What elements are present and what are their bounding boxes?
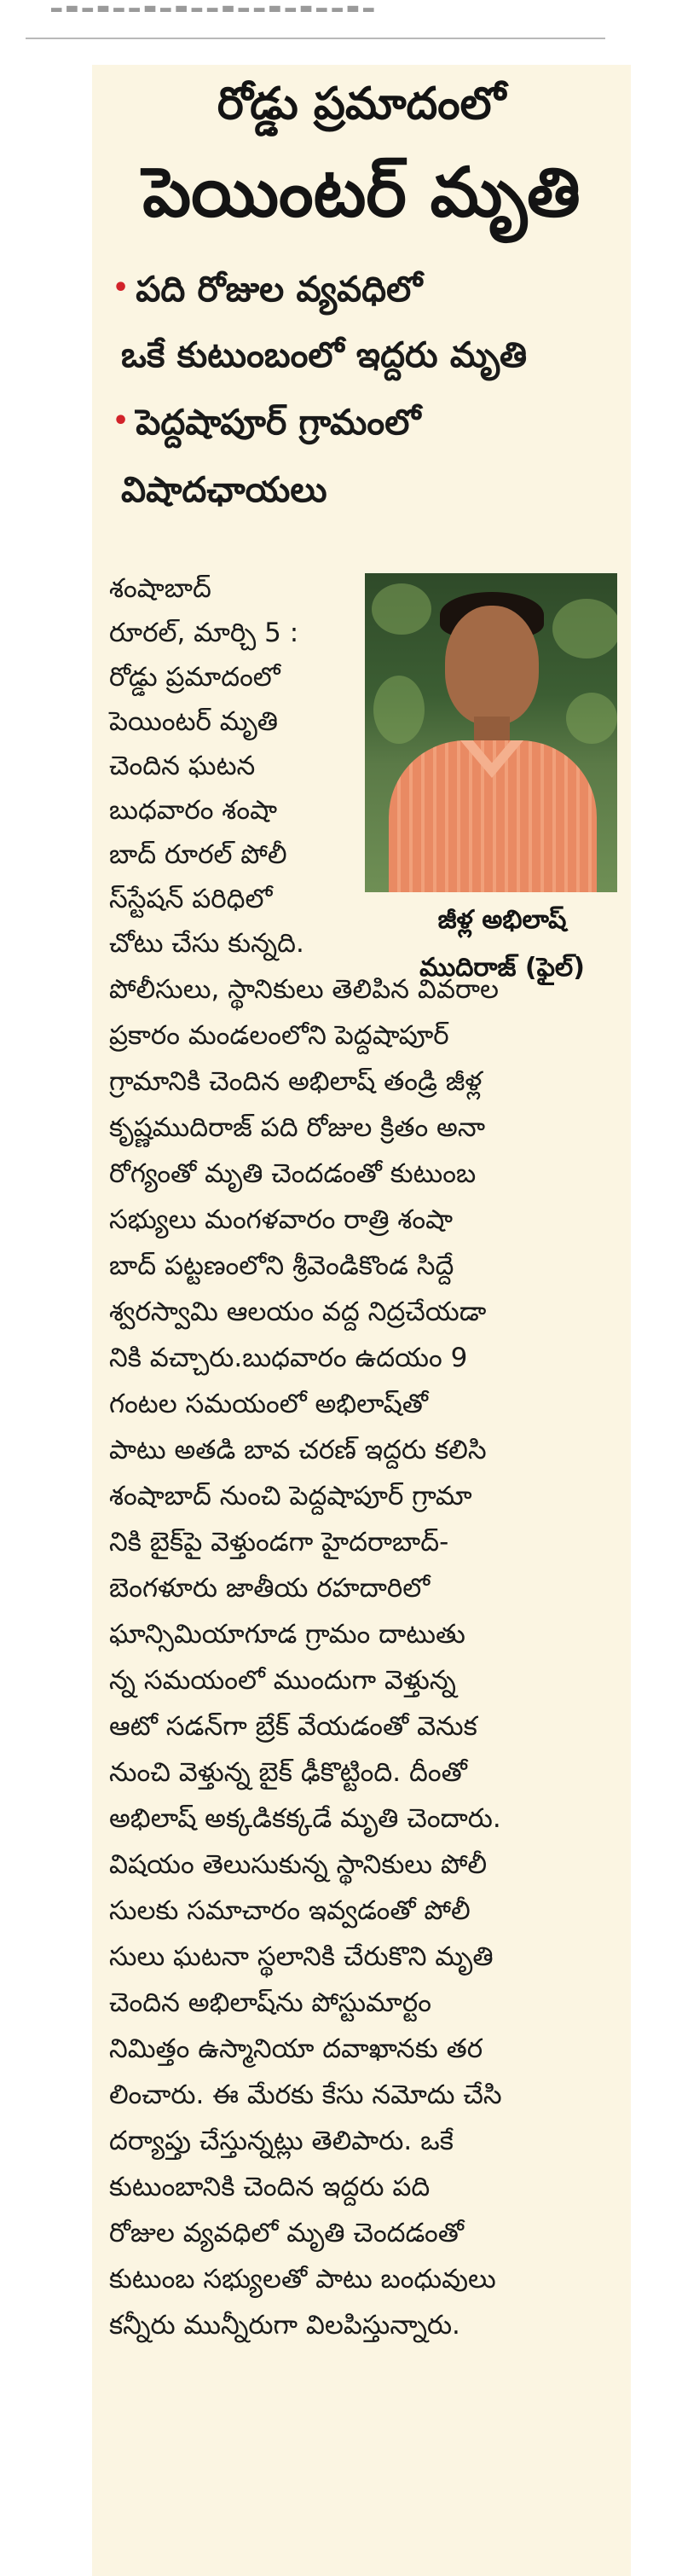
body-line-3: రోడ్డు ప్రమాదంలో: [109, 662, 280, 693]
body-line-30: సులకు సమాచారం ఇవ్వడంతో పోలీ: [109, 1895, 471, 1926]
body-line-32: చెందిన అభిలాష్‌ను పోస్టుమార్టం: [109, 1987, 432, 2018]
body-line-8: స్‌స్టేషన్ పరిధిలో: [109, 884, 273, 914]
body-line-26: ఆటో సడన్‌గా బ్రేక్ వేయడంతో వెనుక: [109, 1711, 477, 1742]
body-line-7: బాద్ రూరల్ పోలీ: [109, 839, 287, 870]
body-line-24: ఘాన్సిమియాగూడ గ్రామం దాటుతు: [109, 1619, 465, 1650]
body-line-38: కుటుంబ సభ్యులతో పాటు బంధువులు: [109, 2264, 496, 2295]
body-line-2: రూరల్, మార్చి 5 :: [109, 618, 299, 648]
body-line-6: బుధవారం శంషా: [109, 795, 278, 826]
body-line-18: నికి వచ్చారు.బుధవారం ఉదయం 9: [109, 1343, 468, 1373]
body-line-10: పోలీసులు, స్థానికులు తెలిపిన వివరాల: [109, 974, 500, 1005]
body-line-31: సులు ఘటనా స్థలానికి చేరుకొని మృతి: [109, 1941, 494, 1972]
headline-line-2: పెయింటర్ మృతి: [142, 153, 581, 232]
body-line-35: దర్యాప్తు చేస్తున్నట్లు తెలిపారు. ఒకే: [109, 2126, 454, 2156]
subhead-1-line-2: ఒకే కుటుంబంలో ఇద్దరు మృతి: [121, 334, 528, 375]
body-line-19: గంటల సమయంలో అభిలాష్‌తో: [109, 1389, 429, 1419]
body-line-4: పెయింటర్ మృతి: [109, 706, 279, 737]
body-line-21: శంషాబాద్ నుంచి పెద్దషాపూర్ గ్రామా: [109, 1481, 472, 1511]
body-line-15: సభ్యులు మంగళవారం రాత్రి శంషా: [109, 1204, 454, 1235]
subhead-bullet-1: [113, 261, 624, 316]
subhead-1-line-1: పది రోజుల వ్యవధిలో: [136, 269, 423, 310]
body-line-17: శ్వరస్వామి ఆలయం వద్ద నిద్రచేయడా: [109, 1297, 487, 1327]
cut-off-text: ▂▃▂▃▂▂▃▂▃▂▂▃▂▂▃▂▃▂▂▃▂: [51, 0, 379, 12]
news-clipping: [92, 65, 631, 2576]
subhead-2-line-2: విషాదఛాయలు: [121, 469, 327, 510]
body-line-36: కుటుంబానికి చెందిన ఇద్దరు పది: [109, 2172, 431, 2202]
victim-photo: [365, 573, 617, 892]
body-line-22: నికి బైక్‌పై వెళ్తుండగా హైదరాబాద్-: [109, 1527, 449, 1558]
headline-line-1: రోడ్డు ప్రమాదంలో: [217, 78, 506, 130]
body-line-27: నుంచి వెళ్తున్న బైక్ ఢీకొట్టింది. దీంతో: [109, 1757, 467, 1788]
subhead-2-line-1: పెద్దషాపూర్ గ్రామంలో: [136, 402, 421, 443]
body-line-12: గ్రామానికి చెందిన అభిలాష్ తండ్రి జీళ్ల: [109, 1066, 483, 1097]
body-line-11: ప్రకారం మండలంలోని పెద్దషాపూర్: [109, 1020, 449, 1051]
body-line-28: అభిలాష్ అక్కడికక్కడే మృతి చెందారు.: [109, 1803, 501, 1834]
body-line-29: విషయం తెలుసుకున్న స్థానికులు పోలీ: [109, 1849, 488, 1880]
bullet-marker-icon: •: [113, 273, 130, 303]
subhead-bullet-2: [113, 394, 624, 450]
body-line-5: చెందిన ఘటన: [109, 751, 256, 781]
body-line-39: కన్నీరు మున్నీరుగా విలపిస్తున్నారు.: [109, 2310, 460, 2341]
body-line-33: నిమిత్తం ఉస్మానియా దవాఖానకు తర: [109, 2034, 483, 2064]
bullet-marker-icon: •: [113, 406, 130, 436]
body-line-16: బాద్ పట్టణంలోని శ్రీవెండికొండ సిద్దే: [109, 1250, 454, 1281]
photo-caption-line-1: జీళ్ల అభిలాష్: [437, 905, 567, 935]
photo-caption-line-2: ముదిరాజ్ (ఫైల్): [419, 953, 585, 983]
body-line-13: కృష్ణముదిరాజ్ పది రోజుల క్రితం అనా: [109, 1112, 486, 1143]
body-line-14: రోగ్యంతో మృతి చెందడంతో కుటుంబ: [109, 1158, 477, 1189]
body-line-37: రోజుల వ్యవధిలో మృతి చెందడంతో: [109, 2218, 465, 2248]
body-line-9: చోటు చేసు కున్నది.: [109, 928, 304, 959]
body-line-34: లించారు. ఈ మేరకు కేసు నమోదు చేసి: [109, 2080, 502, 2110]
body-line-23: బెంగళూరు జాతీయ రహదారిలో: [109, 1573, 431, 1604]
body-line-20: పాటు అతడి బావ చరణ్ ఇద్దరు కలిసి: [109, 1435, 487, 1465]
column-divider: [26, 38, 605, 39]
body-line-25: న్న సమయంలో ముందుగా వెళ్తున్న: [109, 1665, 456, 1696]
body-line-1: శంషాబాద్: [109, 573, 211, 604]
previous-article-strip: [0, 0, 682, 44]
